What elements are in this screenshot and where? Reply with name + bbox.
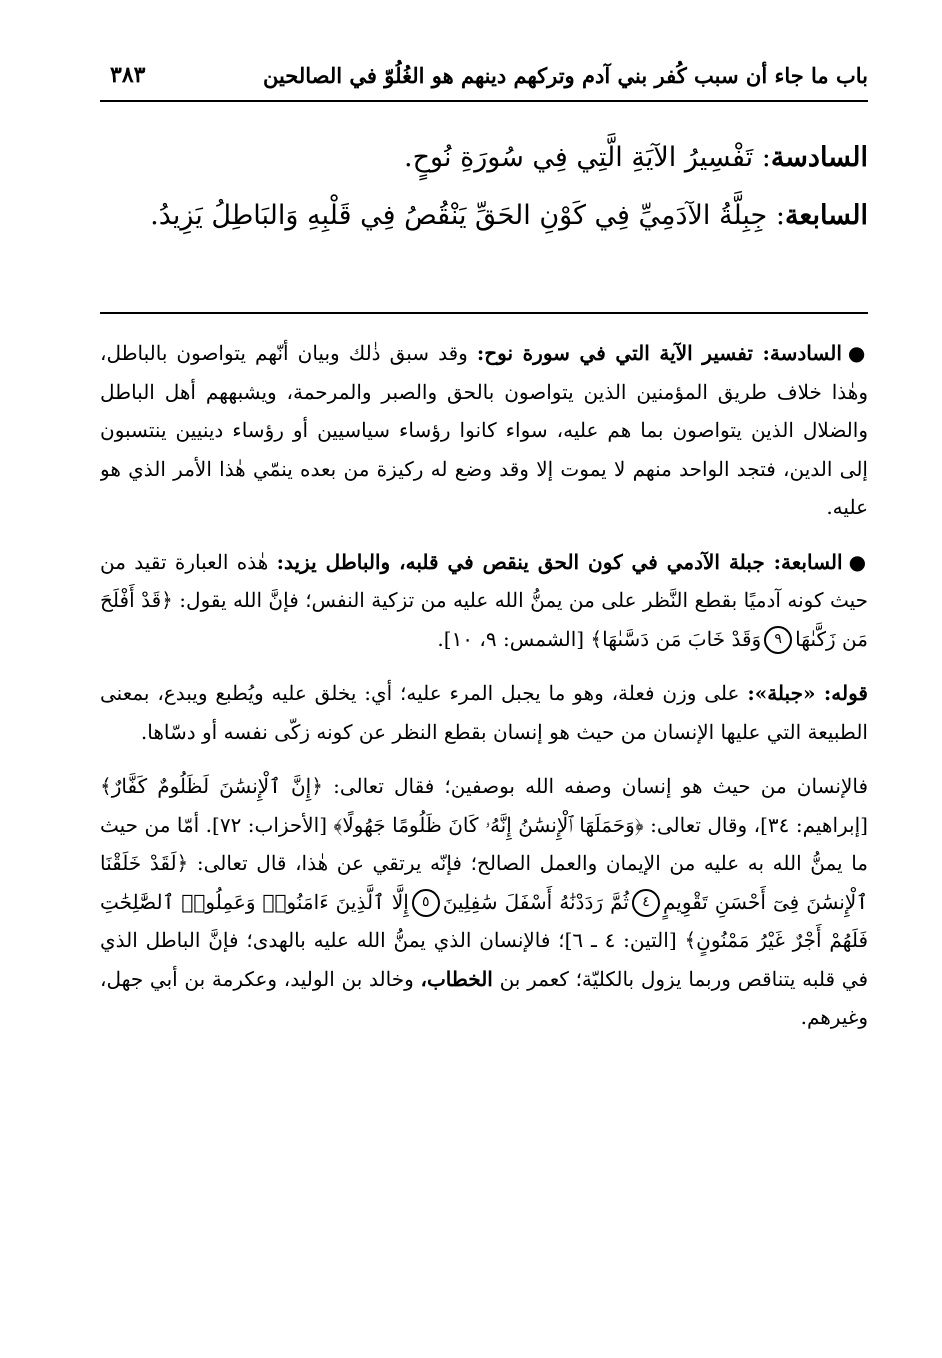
verse-reference: [الشمس: ٩، ١٠]. [437, 626, 585, 651]
commentary-text: أمّا من حيث ما يمنُّ الله به عليه من الإيمان والعمل الصالح؛ فإنّه يرتقي عن هٰذا، قال تعالى: [100, 812, 868, 875]
commentary-text-jibilla: على وزن فعلة، وهو ما يجبل المرء عليه؛ أي: يخلق عليه ويُطبع ويبدع، بمعنى الطبيعة التي عليها الإنسان من حيث هو إنسان بقطع النظر عن كونه زكّى نفسه أو دسّاها. [100, 681, 868, 744]
commentary [100, 334, 868, 1049]
matn-item-sixth [100, 130, 868, 186]
commentary-text: فالإنسان من حيث هو إنسان وصفه الله بوصفين؛ فقال تعالى: [333, 774, 868, 798]
verse-number-marker: ٩ [764, 626, 792, 654]
verse-reference: [إبراهيم: ٣٤]، [753, 812, 868, 837]
commentary-paragraph-seventh [100, 543, 868, 659]
book-page [100, 44, 868, 1334]
quran-verse: ﴿لَقَدْ خَلَقْنَا ٱلْإِنسَٰنَ فِىٓ أَحْسَنِ تَقْوِيمٍ [100, 851, 868, 914]
matn-text-seventh: : جِبِلَّةُ الآدَمِيِّ فِي كَوْنِ الحَقِّ يَنْقُصُ فِي قَلْبِهِ وَالبَاطِلُ يَزِيدُ. [150, 200, 785, 231]
commentary-text-sixth: وقد سبق ذٰلك وبيان أنّهم يتواصون بالباطل، وهٰذا خلاف طريق المؤمنين الذين يتواصون بالحق والصبر والمرحمة، ويشبههم أهل الباطل والضلال الذين يتواصون بما هم عليه، سواء كانوا رؤساء سياسيين أو رؤساء دينيين ينتسبون إلى الدين، فتجد الواحد منهم لا يموت إلا وقد وضع له ركيزة من بعده ينمّي هٰذا الأمر الذي هو عليه. [100, 341, 868, 519]
commentary-paragraph-sixth [100, 334, 868, 527]
verse-number-marker: ٥ [412, 889, 440, 917]
running-header [100, 44, 868, 88]
bullet-icon: ● [848, 549, 868, 574]
quran-verse: ثُمَّ رَدَدْنَٰهُ أَسْفَلَ سَٰفِلِينَ [442, 889, 629, 914]
bullet-icon: ● [847, 341, 868, 365]
verse-reference: [الأحزاب: ٧٢]. [205, 812, 328, 837]
quran-verse: ﴿قَدْ أَفْلَحَ مَن زَكَّىٰهَا [100, 588, 868, 651]
page-number: ٣٨٣ [110, 62, 146, 88]
verse-number-marker: ٤ [632, 889, 660, 917]
commentary-text-seventh: هٰذه العبارة تقيد من حيث كونه آدميًا بقطع النَّظر على من يمنُّ الله عليه من تزكية النفس؛ فإنَّ الله يقول: [100, 549, 868, 612]
quran-verse: ﴿إِنَّ ٱلْإِنسَٰنَ لَظَلُومٌ كَفَّارٌ﴾ [100, 774, 323, 798]
matn-item-seventh [100, 188, 868, 244]
commentary-divider [100, 312, 868, 314]
commentary-text: فالإنسان الذي يمنُّ الله عليه بالهدى؛ فإنَّ الباطل الذي في قلبه يتناقص وربما يزول بالكليّة؛ كعمر بن [100, 928, 868, 991]
commentary-text: وخالد بن الوليد، وعكرمة بن أبي جهل، وغيرهم. [100, 966, 868, 1029]
verse-reference: [التين: ٤ ـ ٦]؛ [558, 928, 677, 952]
commentary-heading-seventh: السابعة: جبلة الآدمي في كون الحق ينقص في قلبه، والباطل يزيد: [276, 549, 843, 574]
chapter-title: باب ما جاء أن سبب كُفر بني آدم وتركهم دينهم هو الغُلُوّ في الصالحين [262, 63, 868, 88]
quran-verse: إِلَّا ٱلَّذِينَ ءَامَنُوا۟ وَعَمِلُوا۟ ٱلصَّٰلِحَٰتِ فَلَهُمْ أَجْرٌ غَيْرُ مَمْنُونٍ﴾ [100, 889, 868, 952]
commentary-heading-sixth: السادسة: تفسير الآية التي في سورة نوح: [476, 341, 842, 365]
quran-verse: وَقَدْ خَابَ مَن دَسَّىٰهَا﴾ [590, 626, 762, 651]
matn-label-sixth: السادسة [770, 142, 868, 173]
commentary-paragraph-insan [100, 767, 868, 1037]
main-text [100, 130, 868, 246]
matn-label-seventh: السابعة [784, 200, 868, 231]
header-divider [100, 100, 868, 102]
commentary-text: وقال تعالى: [650, 812, 748, 837]
matn-text-sixth: : تَفْسِيرُ الآيَةِ الَّتِي فِي سُورَةِ نُوحٍ. [404, 142, 771, 173]
commentary-paragraph-jibilla [100, 674, 868, 751]
commentary-heading-jibilla: قوله: «جبلة»: [747, 681, 868, 705]
person-name: الخطاب، [420, 966, 493, 991]
quran-verse: ﴿وَحَمَلَهَا ٱلْإِنسَٰنُ إِنَّهُۥ كَانَ ظَلُومًا جَهُولًا﴾ [333, 812, 644, 837]
